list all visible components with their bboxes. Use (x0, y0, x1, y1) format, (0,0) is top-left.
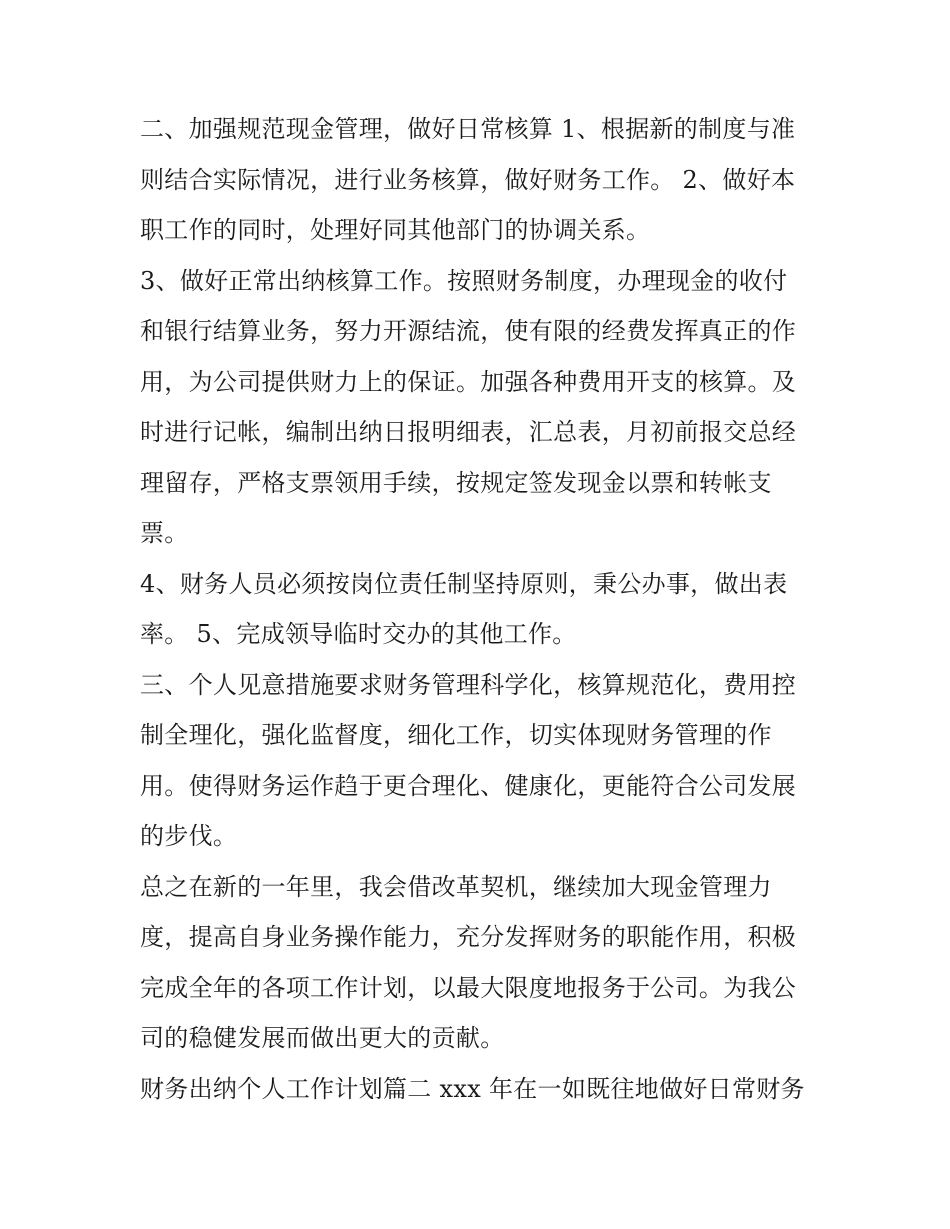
paragraph-staff-principles (140, 559, 820, 660)
text-line: 职工作的同时，处理好同其他部门的协调关系。 (140, 216, 651, 244)
paragraph-plan-part-two (140, 1064, 820, 1115)
text-line: 用。使得财务运作趋于更合理化、健康化，更能符合公司发展 (140, 771, 797, 800)
text-line: 4、财务人员必须按岗位责任制坚持原则，秉公办事，做出表 (140, 569, 788, 598)
text-line: 司的稳健发展而做出更大的贡献。 (140, 1024, 505, 1052)
paragraph-conclusion (140, 862, 820, 1064)
text-line: 理留存，严格支票领用手续，按规定签发现金以票和转帐支 (140, 468, 772, 497)
text-line: 则结合实际情况，进行业务核算，做好财务工作。 2、做好本 (140, 165, 796, 194)
text-line: 三、个人见意措施要求财务管理科学化，核算规范化，费用控 (140, 670, 797, 699)
text-line: 率。 5、完成领导临时交办的其他工作。 (140, 620, 577, 648)
text-line: 财务出纳个人工作计划篇二 xxx 年在一如既往地做好日常财务 (140, 1074, 805, 1103)
text-line: 度，提高自身业务操作能力，充分发挥财务的职能作用，积极 (140, 923, 797, 951)
text-line: 时进行记帐，编制出纳日报明细表，汇总表，月初前报交总经 (140, 418, 797, 446)
text-line: 的步伐。 (140, 822, 238, 850)
paragraph-cash-management (140, 104, 820, 256)
text-line: 3、做好正常出纳核算工作。按照财务制度，办理现金的收付 (140, 266, 788, 295)
text-line: 制全理化，强化监督度，细化工作，切实体现财务管理的作 (140, 721, 772, 749)
text-line: 总之在新的一年里，我会借改革契机，继续加大现金管理力 (140, 872, 772, 901)
paragraph-cashier-accounting (140, 256, 820, 559)
document-body (140, 104, 820, 1114)
text-line: 完成全年的各项工作计划，以最大限度地报务于公司。为我公 (140, 973, 797, 1002)
paragraph-personal-suggestions (140, 660, 820, 862)
text-line: 用，为公司提供财力上的保证。加强各种费用开支的核算。及 (140, 367, 797, 396)
text-line: 二、加强规范现金管理，做好日常核算 1、根据新的制度与准 (140, 115, 796, 143)
text-line: 和银行结算业务，努力开源结流，使有限的经费发挥真正的作 (140, 317, 797, 345)
text-line: 票。 (140, 519, 189, 547)
